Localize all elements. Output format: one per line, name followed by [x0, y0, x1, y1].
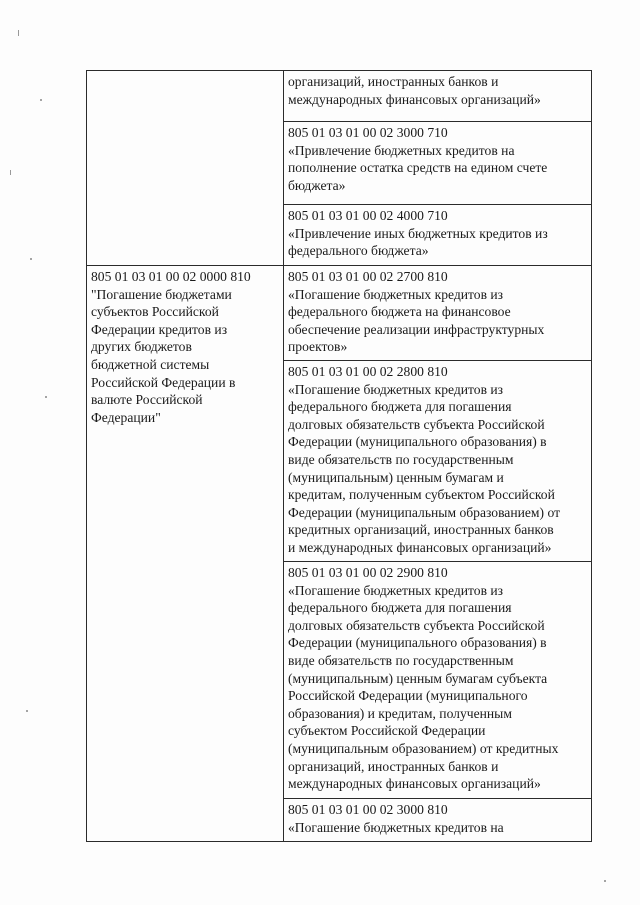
budget-code: 805 01 03 01 00 02 0000 810: [91, 269, 251, 284]
table-row: [87, 266, 592, 361]
budget-code: 805 01 03 01 00 02 3000 810: [288, 801, 448, 817]
cell-description: «Погашение бюджетных кредитов из федерального бюджета для погашения долговых обязательств субъекта Российской Федерации (муниципального образования) в виде обязательств по государственным (муниципальным) ценным бумагам и кредитам, полученным субъектом Российской Федерации (муниципальным образованием) от кредитных организаций, иностранных банков и международных финансовых организаций»: [288, 381, 561, 555]
cell-description: «Привлечение бюджетных кредитов на пополнение остатка средств на едином счете бюджета»: [288, 142, 548, 193]
right-cell: [284, 561, 592, 798]
scan-dot: [26, 710, 28, 712]
right-cell: [284, 798, 592, 841]
scan-mark: [10, 170, 11, 175]
budget-code: 805 01 03 01 00 02 2700 810: [288, 269, 448, 284]
cell-description: организаций, иностранных банков и международных финансовых организаций»: [288, 74, 541, 107]
budget-code-table: [86, 70, 592, 842]
table-row: [87, 71, 592, 122]
right-cell: [284, 360, 592, 561]
right-cell: [284, 266, 592, 361]
cell-description: "Погашение бюджетами субъектов Российской Федерации кредитов из других бюджетов бюджетной системы Российской Федерации в валюте Российской Федерации": [91, 286, 236, 425]
right-cell: [284, 205, 592, 266]
budget-code: 805 01 03 01 00 02 2900 810: [288, 564, 448, 580]
cell-description: «Погашение бюджетных кредитов на: [288, 819, 504, 835]
cell-description: «Привлечение иных бюджетных кредитов из федерального бюджета»: [288, 225, 548, 259]
budget-code: 805 01 03 01 00 02 2800 810: [288, 363, 448, 379]
budget-code: 805 01 03 01 00 02 4000 710: [288, 208, 448, 223]
budget-code: 805 01 03 01 00 02 3000 710: [288, 125, 448, 140]
cell-description: «Погашение бюджетных кредитов из федерального бюджета на финансовое обеспечение реализации инфраструктурных проектов»: [288, 286, 545, 355]
scan-dot: [30, 258, 32, 260]
right-cell: [284, 71, 592, 122]
left-cell: [87, 266, 284, 842]
scan-dot: [40, 99, 42, 101]
scan-mark: [18, 30, 19, 36]
cell-description: «Погашение бюджетных кредитов из федерального бюджета для погашения долговых обязательств субъекта Российской Федерации (муниципального образования) в виде обязательств по государственным (муниципальным) ценным бумагам субъекта Российской Федерации (муниципального образования) и кредитам, полученным субъектом Российской Федерации (муниципальным образованием) от кредитных организаций, иностранных банков и международных финансовых организаций»: [288, 582, 559, 792]
left-cell-empty: [87, 71, 284, 266]
scan-dot: [604, 880, 606, 882]
scan-dot: [45, 396, 47, 398]
right-cell: [284, 122, 592, 205]
